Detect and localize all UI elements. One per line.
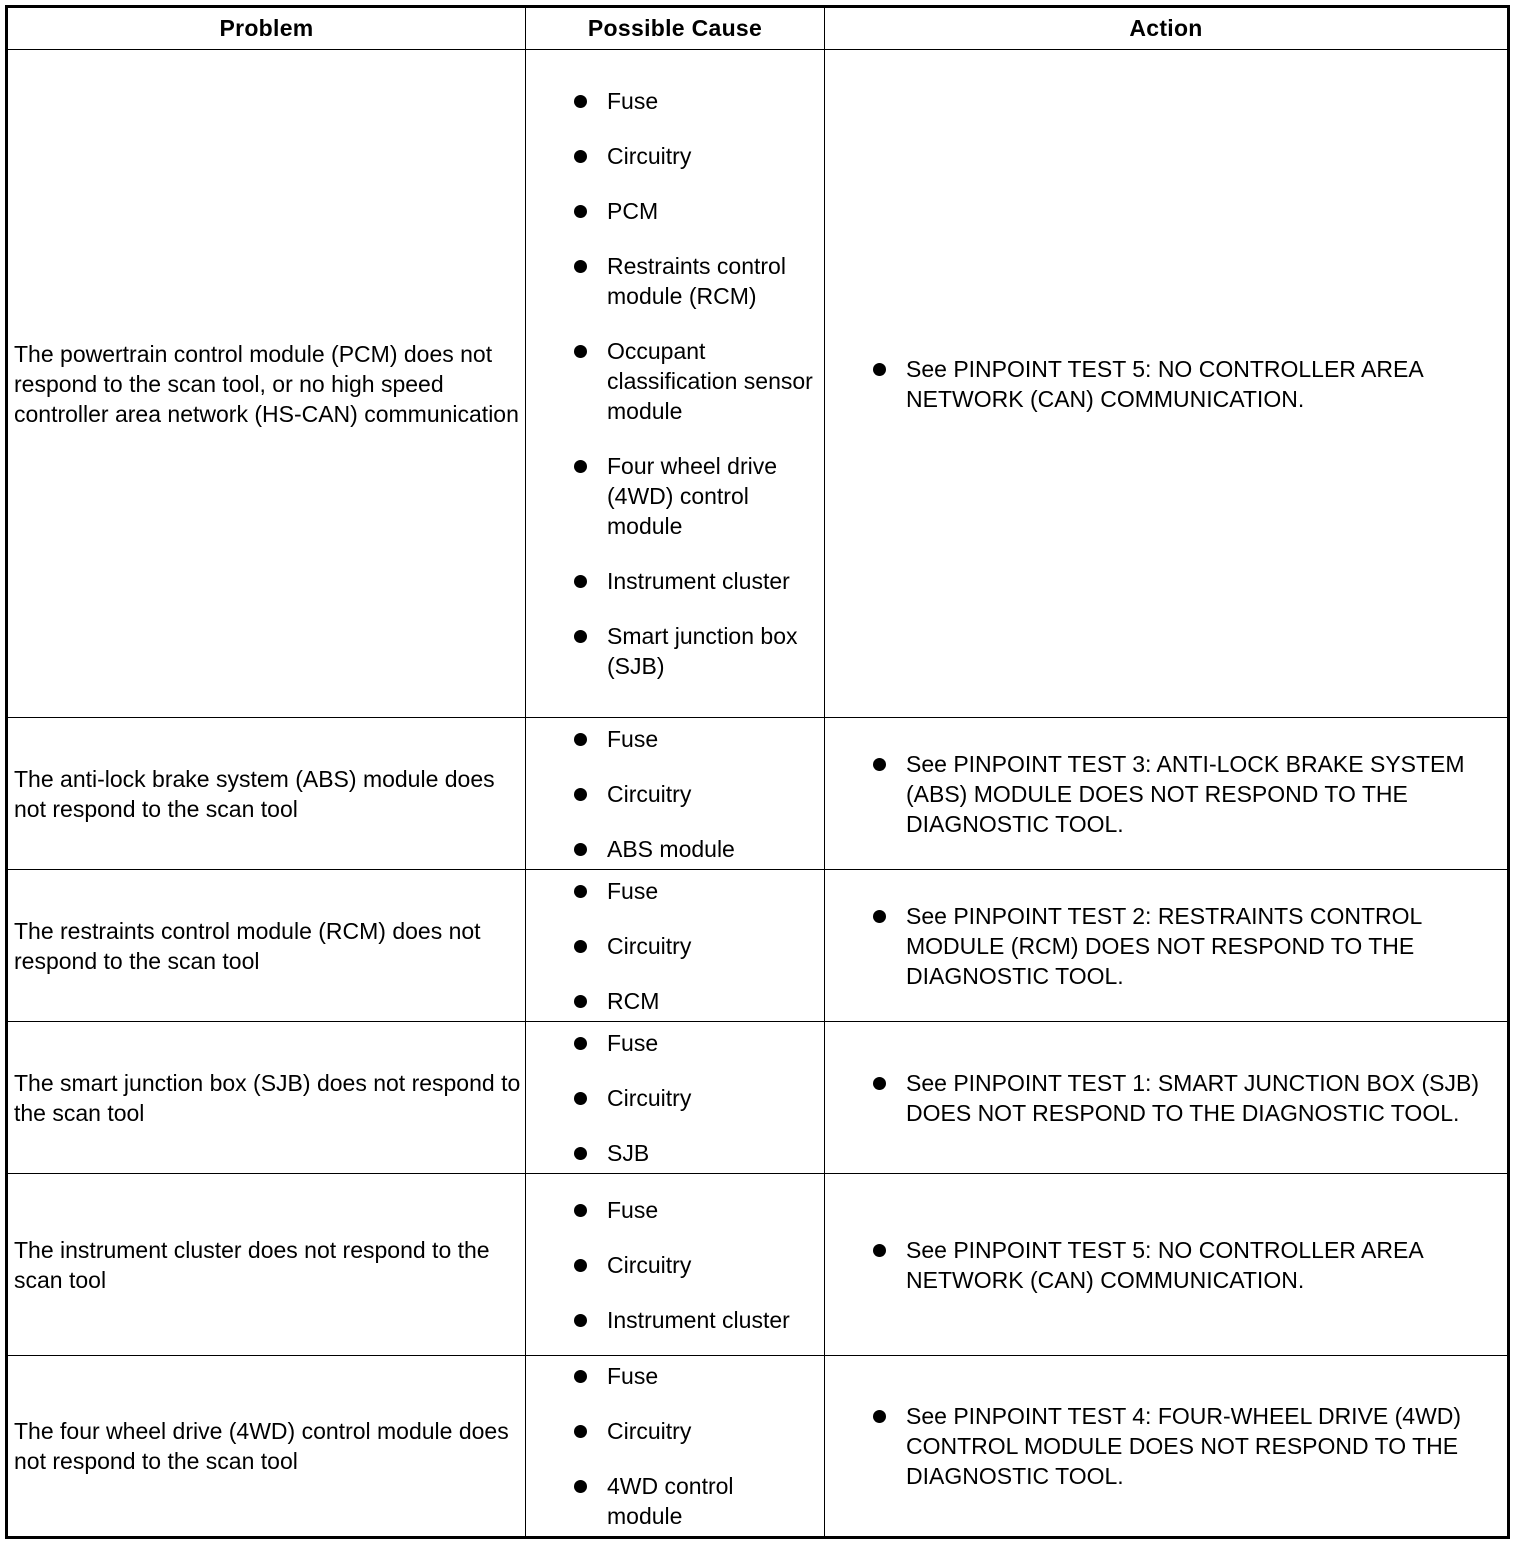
- cause-cell: [526, 870, 825, 1022]
- action-cell: [825, 50, 1509, 718]
- cause-item: Fuse: [572, 1361, 814, 1391]
- table-row: [7, 1356, 1509, 1538]
- cause-item: Circuitry: [572, 1416, 814, 1446]
- table-row: [7, 50, 1509, 718]
- cause-item: Fuse: [572, 876, 814, 906]
- cause-item: Smart junction box (SJB): [572, 621, 814, 681]
- action-list: [871, 1401, 1487, 1491]
- cause-list: [572, 86, 814, 681]
- cause-cell: [526, 718, 825, 870]
- cause-item: RCM: [572, 986, 814, 1016]
- action-list: [871, 901, 1487, 991]
- cause-list: [572, 724, 814, 864]
- problem-cell: The smart junction box (SJB) does not respond to the scan tool: [7, 1022, 526, 1174]
- cause-list: [572, 876, 814, 1016]
- cause-list: [572, 1028, 814, 1168]
- cause-cell: [526, 50, 825, 718]
- problem-cell: The four wheel drive (4WD) control module does not respond to the scan tool: [7, 1356, 526, 1538]
- problem-cell: The anti-lock brake system (ABS) module does not respond to the scan tool: [7, 718, 526, 870]
- header-action: Action: [825, 7, 1509, 50]
- cause-item: Instrument cluster: [572, 1305, 814, 1335]
- cause-item: Circuitry: [572, 141, 814, 171]
- action-item: See PINPOINT TEST 5: NO CONTROLLER AREA NETWORK (CAN) COMMUNICATION.: [871, 354, 1487, 414]
- action-cell: [825, 1022, 1509, 1174]
- cause-cell: [526, 1356, 825, 1538]
- cause-item: Instrument cluster: [572, 566, 814, 596]
- action-item: See PINPOINT TEST 2: RESTRAINTS CONTROL MODULE (RCM) DOES NOT RESPOND TO THE DIAGNOSTIC TOOL.: [871, 901, 1487, 991]
- action-item: See PINPOINT TEST 5: NO CONTROLLER AREA NETWORK (CAN) COMMUNICATION.: [871, 1235, 1487, 1295]
- cause-item: SJB: [572, 1138, 814, 1168]
- action-item: See PINPOINT TEST 1: SMART JUNCTION BOX (SJB) DOES NOT RESPOND TO THE DIAGNOSTIC TOOL.: [871, 1068, 1487, 1128]
- action-cell: [825, 1174, 1509, 1356]
- cause-cell: [526, 1022, 825, 1174]
- action-list: [871, 1235, 1487, 1295]
- problem-cell: The powertrain control module (PCM) does not respond to the scan tool, or no high speed controller area network (HS-CAN) communication: [7, 50, 526, 718]
- action-list: [871, 1068, 1487, 1128]
- cause-item: 4WD control module: [572, 1471, 814, 1531]
- table-row: [7, 870, 1509, 1022]
- cause-list: [572, 1361, 814, 1531]
- problem-cell: The instrument cluster does not respond to the scan tool: [7, 1174, 526, 1356]
- action-cell: [825, 718, 1509, 870]
- problem-cell: The restraints control module (RCM) does not respond to the scan tool: [7, 870, 526, 1022]
- action-cell: [825, 870, 1509, 1022]
- header-possible-cause: Possible Cause: [526, 7, 825, 50]
- action-item: See PINPOINT TEST 4: FOUR-WHEEL DRIVE (4WD) CONTROL MODULE DOES NOT RESPOND TO THE DIAGNOSTIC TOOL.: [871, 1401, 1487, 1491]
- cause-cell: [526, 1174, 825, 1356]
- header-problem: Problem: [7, 7, 526, 50]
- cause-item: PCM: [572, 196, 814, 226]
- table-row: [7, 1174, 1509, 1356]
- cause-item: Circuitry: [572, 779, 814, 809]
- cause-item: Fuse: [572, 1195, 814, 1225]
- action-cell: [825, 1356, 1509, 1538]
- cause-list: [572, 1195, 814, 1335]
- table-row: [7, 718, 1509, 870]
- cause-item: Four wheel drive (4WD) control module: [572, 451, 814, 541]
- cause-item: ABS module: [572, 834, 814, 864]
- cause-item: Restraints control module (RCM): [572, 251, 814, 311]
- table-row: [7, 1022, 1509, 1174]
- action-list: [871, 354, 1487, 414]
- cause-item: Circuitry: [572, 1083, 814, 1113]
- action-item: See PINPOINT TEST 3: ANTI-LOCK BRAKE SYSTEM (ABS) MODULE DOES NOT RESPOND TO THE DIAGNOSTIC TOOL.: [871, 749, 1487, 839]
- diagnostic-table: [5, 5, 1510, 1539]
- cause-item: Fuse: [572, 1028, 814, 1058]
- action-list: [871, 749, 1487, 839]
- cause-item: Circuitry: [572, 931, 814, 961]
- cause-item: Fuse: [572, 724, 814, 754]
- cause-item: Circuitry: [572, 1250, 814, 1280]
- cause-item: Fuse: [572, 86, 814, 116]
- table-header-row: [7, 7, 1509, 50]
- cause-item: Occupant classification sensor module: [572, 336, 814, 426]
